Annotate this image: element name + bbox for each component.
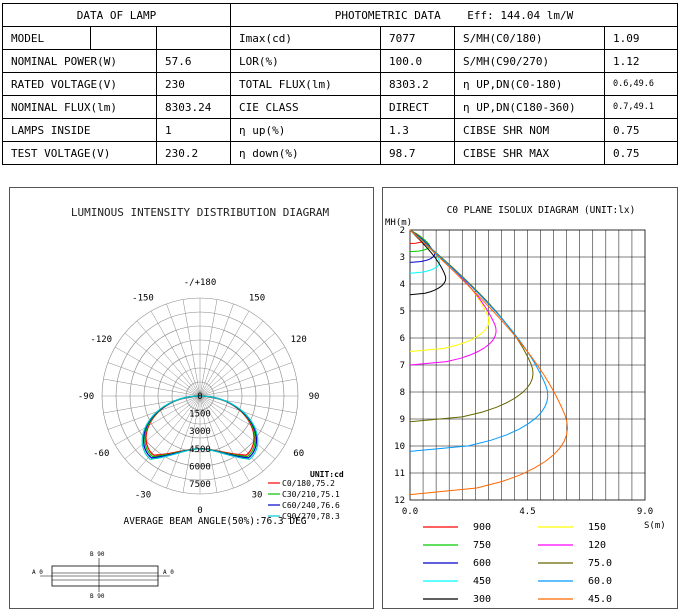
lamp-value-empty [91,27,157,50]
isolux-legend-label: 450 [473,576,492,587]
polar-legend-label: C90/270,78.3 [282,512,340,521]
isolux-ytick: 11 [394,469,405,479]
lamp-value: 230.2 [157,142,231,165]
photo-key: S/MH(C0/180) [455,27,605,50]
lamp-value: 230 [157,73,231,96]
axis-a-right: A 0 [163,569,174,576]
isolux-grid [410,230,645,500]
photo-value: 100.0 [381,50,455,73]
isolux-contour [410,230,435,262]
photo-value: 0.7,49.1 [605,96,678,119]
table-row [3,96,678,119]
isolux-legend-label: 900 [473,522,492,533]
isolux-diagram-panel [382,187,678,609]
table-row [3,142,678,165]
polar-radial-label: 3000 [189,427,211,438]
isolux-ytick: 10 [394,442,405,452]
photo-key: LOR(%) [231,50,381,73]
photo-key: TOTAL FLUX(lm) [231,73,381,96]
photo-key: S/MH(C90/270) [455,50,605,73]
isolux-legend-label: 750 [473,540,492,551]
photo-key: η up(%) [231,119,381,142]
isolux-ytick: 9 [399,415,405,425]
isolux-ytick: 5 [399,307,405,317]
lamp-label: NOMINAL POWER(W) [3,50,157,73]
lamp-value: 1 [157,119,231,142]
isolux-legend-label: 150 [588,522,607,533]
polar-angle-label: 120 [290,335,307,345]
lamp-label: NOMINAL FLUX(lm) [3,96,157,119]
table-row [3,27,678,50]
isolux-xlabel: S(m) [644,521,666,531]
isolux-legend-label: 60.0 [588,576,613,587]
isolux-ylabel: MH(m) [385,218,413,228]
polar-diagram [10,188,373,608]
polar-angle-label: 90 [308,392,320,402]
beam-angle: AVERAGE BEAM ANGLE(50%):76.3 DEG [123,516,307,527]
axis-b-bottom: B 90 [90,593,105,600]
polar-angle-label: -150 [132,293,154,304]
polar-radial-label: 0 [197,392,203,402]
isolux-diagram [383,188,677,608]
lamp-label: MODEL [3,27,91,50]
polar-angle-label: -120 [90,335,113,345]
isolux-ytick: 6 [399,334,405,344]
lamp-data-title: DATA OF LAMP [3,4,231,27]
photo-key: CIE CLASS [231,96,381,119]
photo-value: 8303.2 [381,73,455,96]
isolux-xtick: 4.5 [519,507,536,517]
photo-value: DIRECT [381,96,455,119]
polar-angle-label: 30 [251,490,263,501]
isolux-xtick: 0.0 [401,507,419,517]
photo-key: η UP,DN(C180-360) [455,96,605,119]
lamp-value: 57.6 [157,50,231,73]
isolux-curves [410,230,568,495]
photo-key: Imax(cd) [231,27,381,50]
lamp-value: 8303.24 [157,96,231,119]
photo-value: 98.7 [381,142,455,165]
photo-key: CIBSE SHR MAX [455,142,605,165]
isolux-legend [423,522,612,605]
isolux-legend-label: 75.0 [588,558,613,569]
table-row [3,73,678,96]
polar-radial-label: 1500 [189,409,211,420]
isolux-ytick: 3 [399,253,405,263]
lamp-label: TEST VOLTAGE(V) [3,142,157,165]
polar-legend-label: C0/180,75.2 [282,479,335,488]
polar-title: LUMINOUS INTENSITY DISTRIBUTION DIAGRAM [70,206,330,219]
polar-legend-label: C30/210,75.1 [282,490,340,499]
polar-angle-label: -30 [134,490,152,501]
isolux-legend-label: 600 [473,558,492,569]
isolux-ytick: 7 [399,361,405,371]
axis-b-top: B 90 [90,551,105,558]
lamp-label: LAMPS INSIDE [3,119,157,142]
lamp-label: RATED VOLTAGE(V) [3,73,157,96]
polar-unit: UNIT:cd [310,470,344,479]
lamp-value [157,27,231,50]
polar-angle-label: 0 [197,506,203,516]
polar-legend-label: C60/240,76.6 [282,501,340,510]
polar-radial-label: 7500 [189,480,211,490]
isolux-ytick: 12 [394,496,405,506]
photometric-data-table [2,3,678,165]
photo-value: 7077 [381,27,455,50]
polar-diagram-panel [9,187,374,609]
isolux-ytick: 2 [399,226,405,236]
polar-angle-label: -/+180 [183,278,217,288]
isolux-contour [410,230,548,451]
polar-angle-label: -60 [93,449,110,459]
photo-value: 1.12 [605,50,678,73]
photo-value: 1.3 [381,119,455,142]
photo-key: η UP,DN(C0-180) [455,73,605,96]
table-row [3,50,678,73]
photo-key: η down(%) [231,142,381,165]
table-row [3,119,678,142]
isolux-ytick: 8 [399,388,405,398]
polar-radial-label: 6000 [189,462,211,473]
lamp-schematic [32,551,174,600]
efficiency-value: Eff: 144.04 lm/W [467,8,574,22]
photo-value: 0.75 [605,119,678,142]
polar-radial-label: 4500 [189,444,211,455]
isolux-xtick: 9.0 [636,507,654,517]
photo-key: CIBSE SHR NOM [455,119,605,142]
axis-a-left: A 0 [32,569,43,576]
isolux-title: C0 PLANE ISOLUX DIAGRAM (UNIT:lx) [446,205,636,216]
polar-angle-label: -90 [77,392,95,402]
isolux-legend-label: 300 [473,594,492,605]
polar-angle-label: 150 [248,293,266,304]
isolux-legend-label: 45.0 [588,594,613,605]
polar-legend [268,479,340,521]
photo-value: 1.09 [605,27,678,50]
photometric-data-title: PHOTOMETRIC DATA [334,8,441,22]
polar-angle-label: 60 [293,449,305,459]
photo-value: 0.75 [605,142,678,165]
isolux-legend-label: 120 [588,540,607,551]
photometric-data-header [231,4,678,27]
photo-value: 0.6,49.6 [605,73,678,96]
isolux-ytick: 4 [399,280,405,290]
